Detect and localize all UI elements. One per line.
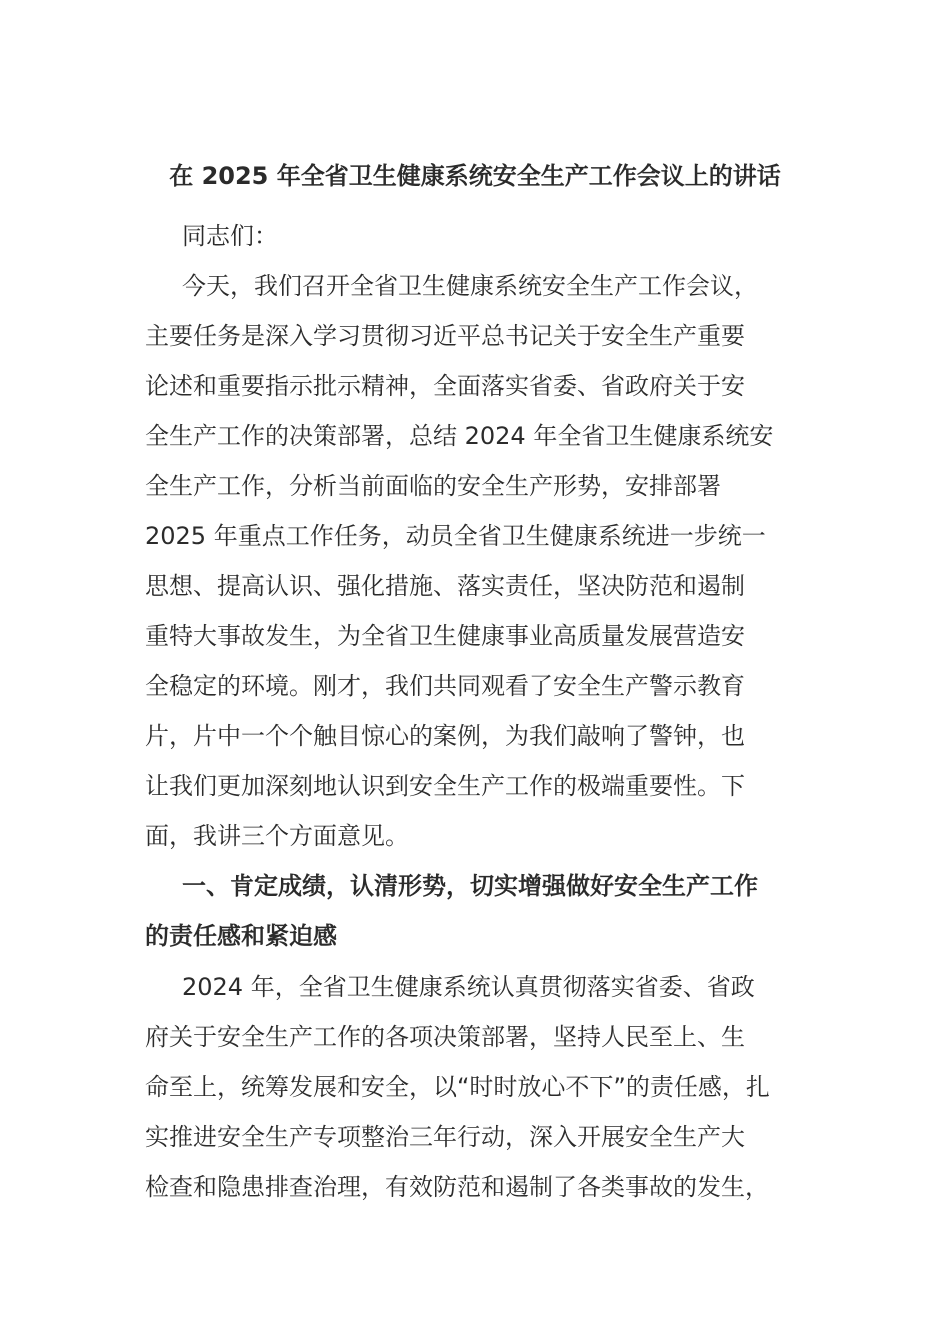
paragraph-line: 实推进安全生产专项整治三年行动，深入开展安全生产大 bbox=[145, 1123, 745, 1151]
paragraph-line: 全生产工作的决策部署，总结 2024 年全省卫生健康系统安 bbox=[145, 422, 774, 450]
paragraph-line: 主要任务是深入学习贯彻习近平总书记关于安全生产重要 bbox=[145, 322, 745, 350]
paragraph-line: 面，我讲三个方面意见。 bbox=[145, 822, 409, 850]
paragraph-line: 让我们更加深刻地认识到安全生产工作的极端重要性。下 bbox=[145, 772, 745, 800]
greeting: 同志们： bbox=[182, 222, 278, 250]
paragraph-line: 论述和重要指示批示精神，全面落实省委、省政府关于安 bbox=[145, 372, 745, 400]
paragraph-line: 命至上，统筹发展和安全，以“时时放心不下”的责任感，扎 bbox=[145, 1073, 770, 1101]
section-heading: 一、肯定成绩，认清形势，切实增强做好安全生产工作 bbox=[182, 872, 758, 900]
paragraph-line: 全稳定的环境。刚才，我们共同观看了安全生产警示教育 bbox=[145, 672, 745, 700]
paragraph-line: 思想、提高认识、强化措施、落实责任，坚决防范和遏制 bbox=[145, 572, 745, 600]
paragraph-line: 2025 年重点工作任务，动员全省卫生健康系统进一步统一 bbox=[145, 522, 766, 550]
section-heading: 的责任感和紧迫感 bbox=[145, 922, 337, 950]
paragraph-line: 检查和隐患排查治理，有效防范和遏制了各类事故的发生， bbox=[145, 1173, 769, 1201]
paragraph-line: 全生产工作，分析当前面临的安全生产形势，安排部署 bbox=[145, 472, 721, 500]
paragraph-line: 2024 年，全省卫生健康系统认真贯彻落实省委、省政 bbox=[182, 973, 755, 1001]
paragraph-line: 重特大事故发生，为全省卫生健康事业高质量发展营造安 bbox=[145, 622, 745, 650]
paragraph-line: 今天，我们召开全省卫生健康系统安全生产工作会议， bbox=[182, 272, 758, 300]
paragraph-line: 片，片中一个个触目惊心的案例，为我们敲响了警钟，也 bbox=[145, 722, 745, 750]
paragraph-line: 府关于安全生产工作的各项决策部署，坚持人民至上、生 bbox=[145, 1023, 745, 1051]
document-title: 在 2025 年全省卫生健康系统安全生产工作会议上的讲话 bbox=[169, 162, 781, 190]
